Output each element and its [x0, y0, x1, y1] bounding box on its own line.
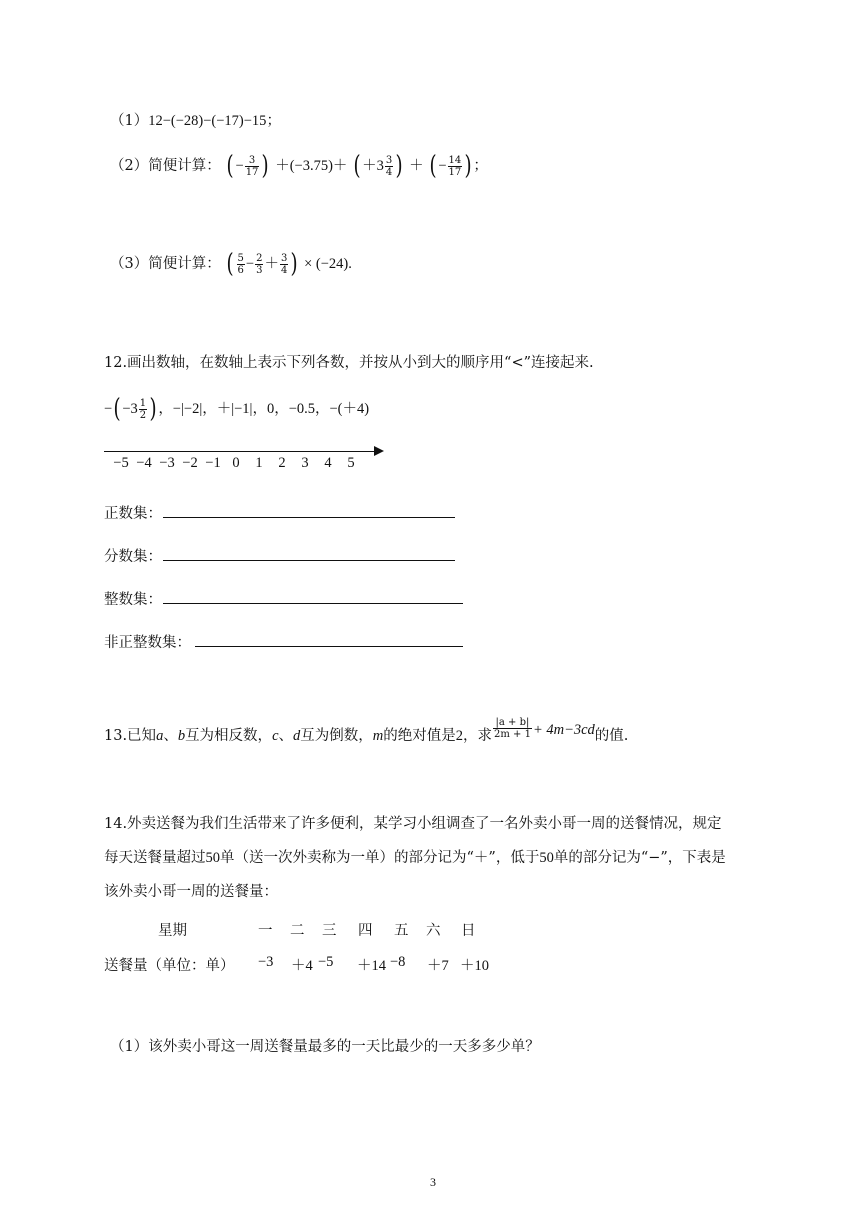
table-header-label: 星期 [158, 923, 187, 939]
axis-tick-label: 3 [301, 455, 309, 471]
table-day: 三 [322, 923, 337, 939]
axis-tick-label: −3 [159, 455, 175, 471]
table-day: 二 [290, 923, 305, 939]
table-value: ＋14 [357, 958, 386, 974]
table-day: 一 [258, 923, 273, 939]
q13-text: 13.已知a、b互为相反数，c、d互为倒数，m的绝对值是2，求 $\frac{|a + b|}{2m + 1}$ + 4m−3cd的值. [104, 716, 629, 744]
q12-numbers: −( −3 $\frac{1}{2}$ ) ，−|−2|，＋|−1|，0，−0.5，−(＋4) [104, 394, 370, 424]
set-nonpositive-integer-blank[interactable] [195, 646, 463, 647]
table-value: −3 [258, 954, 274, 970]
q14-line3: 该外卖小哥一周的送餐量： [104, 884, 278, 900]
set-positive-blank[interactable] [163, 517, 455, 518]
q11-part3: （3）简便计算： ( $\frac{5}{6}$ − $\frac{2}{3}$ ＋ $\frac{3}{4}$ ) × (−24). [110, 249, 352, 279]
q14-sub1: （1）该外卖小哥这一周送餐量最多的一天比最少的一天多多少单？ [110, 1039, 540, 1055]
table-day: 日 [461, 923, 476, 939]
axis-tick-label: 2 [278, 455, 286, 471]
set-nonpositive-integer-label: 非正整数集： [104, 635, 191, 651]
axis-tick-label: 5 [347, 455, 355, 471]
q12-prompt: 12.画出数轴，在数轴上表示下列各数，并按从小到大的顺序用“<”连接起来. [104, 355, 594, 371]
axis-tick-label: −1 [205, 455, 221, 471]
q11-part1: （1）12−(−28)−(−17)−15； [110, 113, 281, 129]
table-day: 六 [426, 923, 441, 939]
table-row-label: 送餐量（单位：单） [104, 958, 235, 974]
axis-tick-label: −4 [136, 455, 152, 471]
arrow-right-icon [374, 446, 384, 456]
axis-tick-label: −2 [182, 455, 198, 471]
table-value: −8 [390, 954, 406, 970]
table-value: ＋10 [460, 958, 489, 974]
table-value: −5 [318, 954, 334, 970]
table-value: ＋7 [427, 958, 449, 974]
q11-part2: （2）简便计算： ( − $\frac{3}{17}$ ) ＋(−3.75)＋ ( ＋3 $\frac{3}{4}$ ) ＋ ( − $\frac{14}{17}$ ) ； [110, 151, 488, 181]
axis-tick-label: 4 [324, 455, 332, 471]
number-line-axis [104, 451, 380, 452]
set-positive-label: 正数集： [104, 506, 162, 522]
q14-line1: 14.外卖送餐为我们生活带来了许多便利，某学习小组调查了一名外卖小哥一周的送餐情况，规定 [104, 816, 722, 832]
axis-tick-label: 0 [232, 455, 240, 471]
page-number: 3 [430, 1175, 436, 1189]
table-value: ＋4 [291, 958, 313, 974]
set-integer-blank[interactable] [163, 603, 463, 604]
axis-tick-label: −5 [113, 455, 129, 471]
set-fraction-label: 分数集： [104, 549, 162, 565]
set-fraction-blank[interactable] [163, 560, 455, 561]
q14-line2: 每天送餐量超过50单（送一次外卖称为一单）的部分记为“＋”，低于50单的部分记为“−”，下表是 [104, 850, 726, 866]
table-day: 四 [358, 923, 373, 939]
table-day: 五 [394, 923, 409, 939]
axis-tick-label: 1 [255, 455, 263, 471]
set-integer-label: 整数集： [104, 592, 162, 608]
